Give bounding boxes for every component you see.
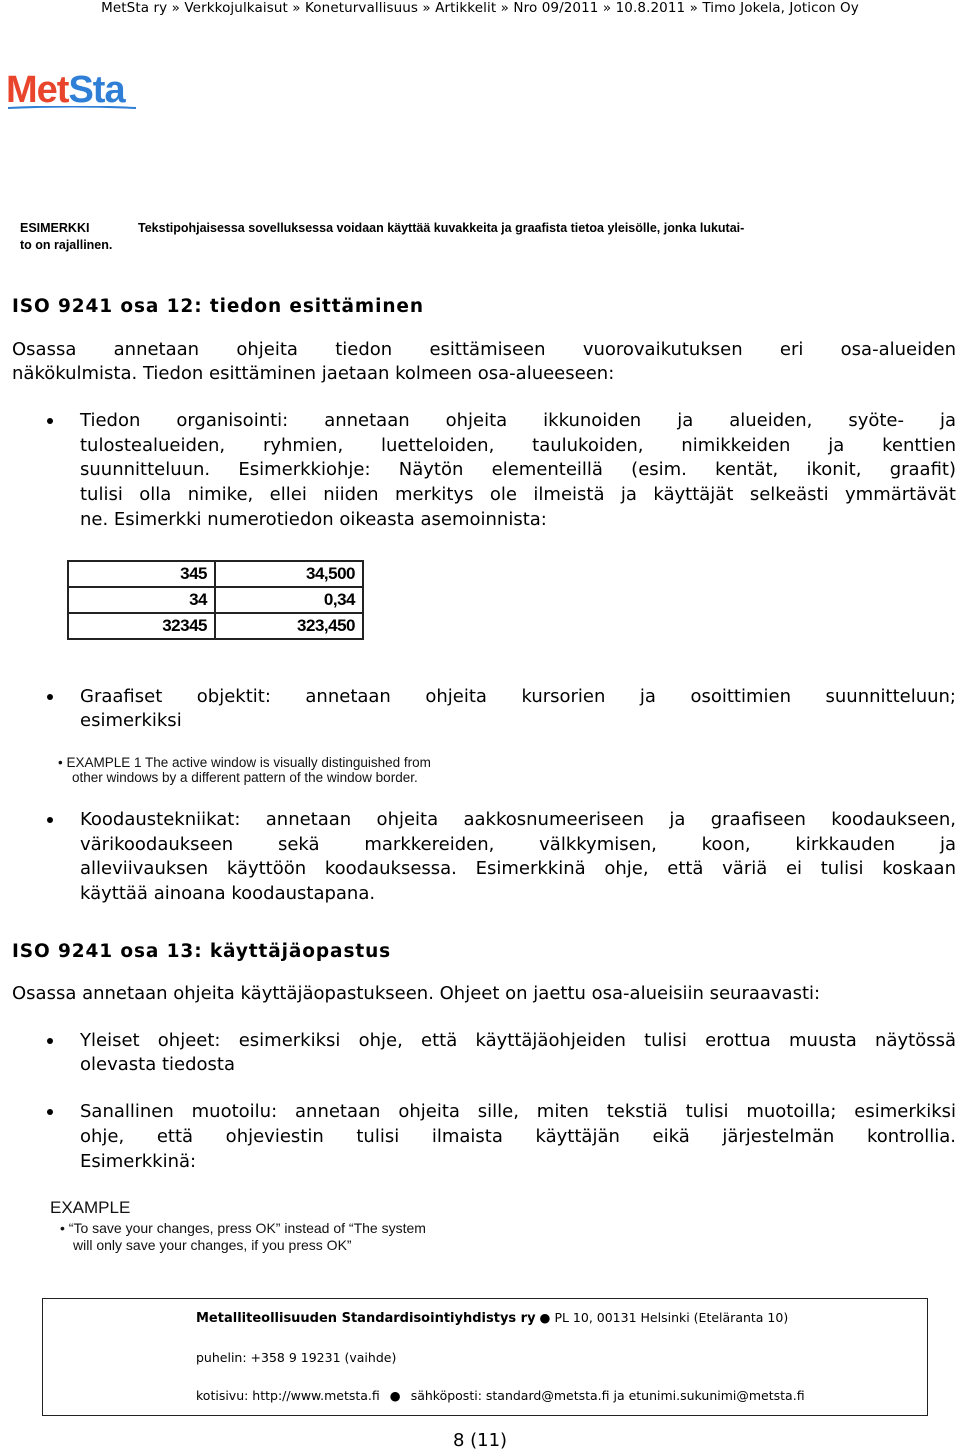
separator-dot-icon: ● (539, 1310, 551, 1325)
example-title: EXAMPLE (50, 1198, 131, 1217)
footer-web-line (196, 1388, 805, 1403)
bullet-text-line: Sanallinen muotoilu: annetaan ohjeita sille, miten tekstiä tulisi muotoilla; esimerkiksi (80, 1101, 956, 1122)
bullet-text-line: Graafiset objektit: annetaan ohjeita kursorien ja osoittimien suunnitteluun; (80, 686, 956, 707)
bullet-text-line: värikoodaukseen sekä markkereiden, välkkymisen, koon, kirkkauden ja (80, 834, 956, 855)
example1-line: other windows by a different pattern of the window border. (72, 770, 418, 785)
bullet-text-line: Yleiset ohjeet: esimerkiksi ohje, että käyttäjäohjeiden tulisi erottua muusta näytössä (80, 1030, 956, 1051)
bullet-text-line: tulostealueiden, ryhmien, luetteloiden, taulukoiden, nimikkeiden ja kenttien (80, 435, 956, 456)
breadcrumb: MetSta ry » Verkkojulkaisut » Koneturvallisuus » Artikkelit » Nro 09/2011 » 10.8.2011 » Timo Jokela, Joticon Oy (101, 0, 859, 16)
footer-phone: puhelin: +358 9 19231 (vaihde) (196, 1350, 397, 1365)
bullet-text-line: tulisi olla nimike, ellei niiden merkitys ole ilmeistä ja käyttäjät selkeästi ymmärtävät (80, 484, 956, 505)
bullet-text-line: olevasta tiedosta (80, 1054, 235, 1075)
bullet-text-line: Koodaustekniikat: annetaan ohjeita aakkosnumeeriseen ja graafiseen koodaukseen, (80, 809, 956, 830)
section-heading-part12: ISO 9241 osa 12: tiedon esittäminen (12, 296, 424, 317)
section12-intro-line: Osassa annetaan ohjeita tiedon esittämiseen vuorovaikutuksen eri osa-alueiden (12, 339, 956, 360)
bullet-text-line: ne. Esimerkki numerotiedon oikeasta asemoinnista: (80, 509, 547, 530)
section12-intro-line: näkökulmista. Tiedon esittäminen jaetaan kolmeen osa-alueeseen: (12, 363, 615, 384)
example-label: ESIMERKKI (20, 221, 90, 235)
logo-part-met: Met (6, 69, 69, 111)
footer-org-line (196, 1310, 788, 1326)
bullet-text-line: alleviivauksen käyttöön koodauksessa. Esimerkkinä ohje, että väriä ei tulisi koskaan (80, 858, 956, 879)
page-number: 8 (11) (452, 1430, 508, 1451)
footer-website-link[interactable]: kotisivu: http://www.metsta.fi (196, 1388, 380, 1403)
section13-intro: Osassa annetaan ohjeita käyttäjäopastukseen. Ohjeet on jaettu osa-alueisiin seuraavasti: (12, 983, 821, 1004)
bullet-dot-icon (47, 817, 53, 823)
table-cell: 34 (68, 587, 215, 613)
example-line: will only save your changes, if you press OK” (73, 1237, 352, 1253)
example-text: Tekstipohjaisessa sovelluksessa voidaan käyttää kuvakkeita ja graafista tietoa yleisölle, jonka lukutai- (138, 221, 745, 235)
table-cell: 345 (68, 561, 215, 587)
footer-email-link[interactable]: sähköposti: standard@metsta.fi ja etunimi.sukunimi@metsta.fi (410, 1388, 805, 1403)
logo-part-sta: Sta (68, 69, 125, 111)
table-cell: 0,34 (215, 587, 363, 613)
footer-address: PL 10, 00131 Helsinki (Eteläranta 10) (554, 1310, 789, 1325)
bullet-text-line: käyttää ainoana koodaustapana. (80, 883, 376, 904)
example-line: • “To save your changes, press OK” instead of “The system (60, 1220, 426, 1236)
bullet-text-line: suunnitteluun. Esimerkkiohje: Näytön elementeillä (esim. kentät, ikonit, graafit) (80, 459, 956, 480)
bullet-dot-icon (47, 1038, 53, 1044)
bullet-dot-icon (47, 418, 53, 424)
example-label-continuation: to on rajallinen. (20, 238, 113, 252)
table-row (68, 613, 363, 639)
table-cell: 323,450 (215, 613, 363, 639)
section-heading-part13: ISO 9241 osa 13: käyttäjäopastus (12, 941, 392, 962)
bullet-dot-icon (47, 1109, 53, 1115)
bullet-text-line: ohje, että ohjeviestin tulisi ilmaista käyttäjän eikä järjestelmän kontrollia. (80, 1126, 956, 1147)
table-row (68, 587, 363, 613)
separator-dot-icon: ● (389, 1388, 401, 1403)
table-row (68, 561, 363, 587)
table-cell: 32345 (68, 613, 215, 639)
example1-line: • EXAMPLE 1 The active window is visually distinguished from (58, 755, 431, 770)
bullet-text-line: Tiedon organisointi: annetaan ohjeita ikkunoiden ja alueiden, syöte- ja (80, 410, 956, 431)
table-cell: 34,500 (215, 561, 363, 587)
bullet-text-line: esimerkiksi (80, 710, 182, 731)
bullet-dot-icon (47, 694, 53, 700)
footer-org-name: Metalliteollisuuden Standardisointiyhdistys ry (196, 1311, 536, 1326)
logo-swoosh-icon (6, 106, 138, 110)
numeric-alignment-table (67, 560, 364, 640)
bullet-text-line: Esimerkkinä: (80, 1151, 197, 1172)
